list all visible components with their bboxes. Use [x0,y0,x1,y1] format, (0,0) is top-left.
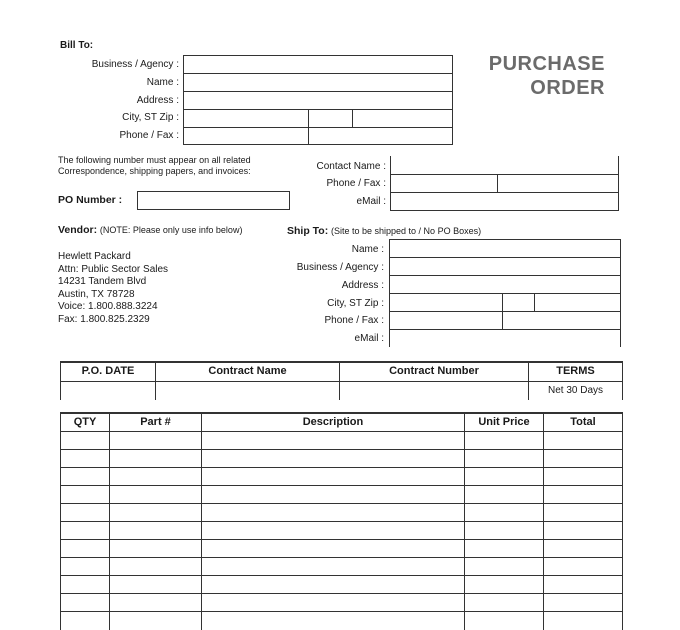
bill-to-zip-field[interactable] [353,110,452,127]
table-row[interactable] [61,504,622,521]
divider [183,91,453,92]
notice-line-2: Correspondence, shipping papers, and invoices: [58,166,251,176]
po-number-label: PO Number : [58,194,123,206]
contact-fax-field[interactable] [498,175,618,192]
bill-to-heading: Bill To: [60,40,94,51]
bill-to-state-field[interactable] [309,110,352,127]
ship-to-note: (Site to be shipped to / No PO Boxes) [331,226,482,236]
bill-to-business-label: Business / Agency : [91,59,179,70]
items-table-right-edge [622,414,623,630]
vendor-line-2: Attn: Public Sector Sales [58,264,169,275]
ship-to-name-label: Name : [351,244,384,255]
contact-email-field[interactable] [391,193,618,210]
vendor-header [58,224,242,237]
bill-to-fax-field[interactable] [309,128,452,144]
table-row[interactable] [61,612,622,629]
part-number-header: Part # [140,416,171,428]
po-date-header: P.O. DATE [81,365,135,377]
ship-to-zip-field[interactable] [535,294,620,311]
ship-to-phone-label: Phone / Fax : [324,315,384,326]
vendor-line-3: 14231 Tandem Blvd [58,276,147,287]
divider [183,73,453,74]
contract-number-header: Contract Number [389,365,479,377]
bill-to-name-label: Name : [146,77,179,88]
ship-to-state-field[interactable] [503,294,534,311]
table-row[interactable] [61,558,622,575]
bill-to-address-label: Address : [136,95,179,106]
contract-name-field[interactable] [156,382,339,400]
contact-email-label: eMail : [356,196,386,207]
table-row[interactable] [61,450,622,467]
divider [183,109,453,110]
po-date-field[interactable] [61,382,155,400]
title-line-1: PURCHASE [488,53,605,75]
divider [183,127,453,128]
ship-to-city-field[interactable] [390,294,502,311]
unit-price-header: Unit Price [478,416,530,428]
divider [390,210,619,211]
table-row[interactable] [61,486,622,503]
notice-line-1: The following number must appear on all related [58,155,251,165]
ship-to-address-field[interactable] [390,276,620,293]
contact-phone-label: Phone / Fax : [326,178,386,189]
contact-name-field[interactable] [391,157,618,174]
ship-to-address-label: Address : [341,280,384,291]
po-table-top-rule [60,361,623,363]
ship-to-fax-field[interactable] [503,312,620,329]
po-number-field[interactable] [137,191,290,210]
bill-to-city-label: City, ST Zip : [122,112,179,123]
contract-number-field[interactable] [340,382,528,400]
contract-name-header: Contract Name [208,365,287,377]
terms-header: TERMS [556,365,595,377]
vendor-line-6: Fax: 1.800.825.2329 [58,314,150,325]
bill-to-address-field[interactable] [184,92,452,109]
description-header: Description [302,416,364,428]
ship-to-header [287,225,481,238]
ship-to-name-field[interactable] [390,240,620,257]
qty-header: QTY [73,416,97,428]
ship-to-business-label: Business / Agency : [296,262,384,273]
items-table-top-rule [60,412,623,414]
table-row[interactable] [61,522,622,539]
divider [352,109,353,127]
ship-to-business-field[interactable] [390,258,620,275]
divider [308,109,309,145]
vendor-line-5: Voice: 1.800.888.3224 [58,301,158,312]
table-row[interactable] [61,594,622,611]
vendor-heading: Vendor: [58,224,98,236]
total-header: Total [570,416,596,428]
bill-to-phone-field[interactable] [184,128,308,144]
ship-to-phone-field[interactable] [390,312,502,329]
bill-to-business-field[interactable] [184,56,452,73]
contact-phone-field[interactable] [391,175,497,192]
table-row[interactable] [61,540,622,557]
table-row[interactable] [61,576,622,593]
vendor-line-4: Austin, TX 78728 [58,289,135,300]
bill-to-phone-label: Phone / Fax : [119,130,179,141]
ship-to-city-label: City, ST Zip : [327,298,384,309]
contact-name-label: Contact Name : [316,161,386,172]
divider [620,329,621,347]
terms-value: Net 30 Days [547,385,604,396]
bill-to-name-field[interactable] [184,74,452,91]
ship-to-email-field[interactable] [390,330,620,347]
bill-to-city-field[interactable] [184,110,308,127]
contact-fields-right-edge [618,156,619,210]
vendor-note: (NOTE: Please only use info below) [99,225,243,235]
title-line-2: ORDER [530,77,605,99]
table-row[interactable] [61,468,622,485]
ship-to-email-label: eMail : [354,333,384,344]
table-row[interactable] [61,432,622,449]
vendor-line-1: Hewlett Packard [58,251,131,262]
ship-to-heading: Ship To: [287,225,329,237]
